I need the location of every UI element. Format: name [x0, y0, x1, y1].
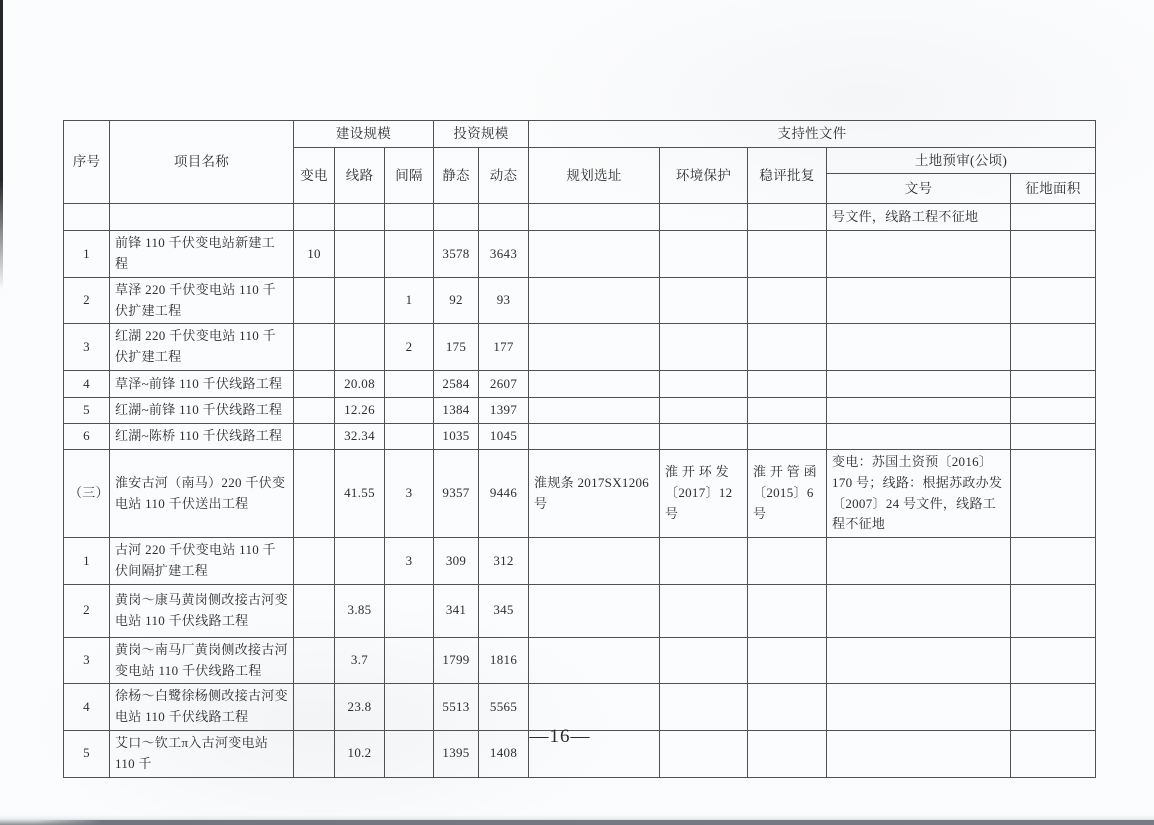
cell-bay — [385, 423, 434, 449]
table-row-section — [64, 449, 1096, 537]
cell-bay — [385, 204, 434, 231]
cell-stability — [748, 538, 827, 585]
cell-substation — [294, 730, 335, 777]
cell-docno — [827, 397, 1011, 423]
cell-project: 黄岗～康马黄岗侧改接古河变电站 110 千伏线路工程 — [110, 584, 294, 637]
cell-docno — [827, 684, 1011, 731]
header-dynamic: 动态 — [479, 147, 529, 204]
header-row-groups — [64, 121, 1096, 148]
cell-env — [660, 370, 748, 397]
cell-stability — [748, 277, 827, 324]
table-header — [64, 121, 1096, 204]
cell-bay — [385, 730, 434, 777]
page-number: —16— — [529, 726, 591, 747]
cell-area — [1011, 397, 1096, 423]
project-table — [63, 120, 1096, 778]
cell-planning — [529, 231, 660, 278]
header-planning-site: 规划选址 — [529, 147, 660, 204]
table-row — [64, 584, 1096, 637]
cell-line: 10.2 — [335, 730, 385, 777]
cell-serial: 4 — [64, 684, 110, 731]
cell-line: 3.7 — [335, 637, 385, 684]
cell-dynamic: 177 — [479, 324, 529, 371]
cell-substation — [294, 397, 335, 423]
table-row — [64, 231, 1096, 278]
cell-env: 淮 开 环 发〔2017〕12 号 — [660, 449, 748, 537]
cell-env — [660, 637, 748, 684]
cell-planning — [529, 584, 660, 637]
cell-area — [1011, 730, 1096, 777]
cell-bay — [385, 584, 434, 637]
cell-docno — [827, 637, 1011, 684]
cell-substation — [294, 637, 335, 684]
cell-docno — [827, 370, 1011, 397]
cell-docno: 变电：苏国土资预〔2016〕170 号；线路：根据苏政办发〔2007〕24 号文件，线路工程不征地 — [827, 449, 1011, 537]
cell-stability — [748, 730, 827, 777]
table-row — [64, 637, 1096, 684]
cell-area — [1011, 584, 1096, 637]
cell-area — [1011, 370, 1096, 397]
cell-line: 20.08 — [335, 370, 385, 397]
cell-static: 175 — [434, 324, 479, 371]
cell-static: 9357 — [434, 449, 479, 537]
cell-dynamic: 3643 — [479, 231, 529, 278]
cell-project — [110, 204, 294, 231]
table-row — [64, 324, 1096, 371]
cell-serial: 3 — [64, 637, 110, 684]
cell-serial: 1 — [64, 538, 110, 585]
table-row — [64, 538, 1096, 585]
cell-dynamic: 1408 — [479, 730, 529, 777]
scan-left-edge-artifact — [0, 0, 3, 290]
cell-static: 1384 — [434, 397, 479, 423]
header-construction-scale: 建设规模 — [294, 121, 434, 148]
cell-area — [1011, 637, 1096, 684]
cell-substation — [294, 423, 335, 449]
cell-project: 红湖~陈桥 110 千伏线路工程 — [110, 423, 294, 449]
cell-line — [335, 538, 385, 585]
cell-area — [1011, 324, 1096, 371]
cell-bay — [385, 684, 434, 731]
cell-env — [660, 324, 748, 371]
cell-dynamic: 93 — [479, 277, 529, 324]
cell-substation — [294, 684, 335, 731]
cell-docno — [827, 730, 1011, 777]
cell-env — [660, 277, 748, 324]
cell-area — [1011, 423, 1096, 449]
cell-stability — [748, 324, 827, 371]
header-supporting-docs: 支持性文件 — [529, 121, 1096, 148]
table-row — [64, 423, 1096, 449]
cell-project: 古河 220 千伏变电站 110 千伏间隔扩建工程 — [110, 538, 294, 585]
cell-area — [1011, 231, 1096, 278]
header-serial: 序号 — [64, 121, 110, 204]
scan-bottom-edge-artifact — [35, 820, 1154, 825]
cell-area — [1011, 684, 1096, 731]
cell-dynamic — [479, 204, 529, 231]
cell-line — [335, 231, 385, 278]
cell-bay: 2 — [385, 324, 434, 371]
cell-dynamic: 2607 — [479, 370, 529, 397]
cell-env — [660, 204, 748, 231]
cell-stability — [748, 231, 827, 278]
table-row — [64, 204, 1096, 231]
header-land-area: 征地面积 — [1011, 174, 1096, 204]
cell-docno: 号文件，线路工程不征地 — [827, 204, 1011, 231]
cell-env — [660, 538, 748, 585]
cell-area — [1011, 538, 1096, 585]
cell-project: 草泽~前锋 110 千伏线路工程 — [110, 370, 294, 397]
cell-docno — [827, 538, 1011, 585]
cell-planning — [529, 397, 660, 423]
cell-serial: 5 — [64, 730, 110, 777]
cell-project: 草泽 220 千伏变电站 110 千伏扩建工程 — [110, 277, 294, 324]
header-land-preview: 土地预审(公顷) — [827, 147, 1096, 174]
cell-serial: 4 — [64, 370, 110, 397]
cell-stability — [748, 423, 827, 449]
cell-docno — [827, 584, 1011, 637]
cell-serial: 6 — [64, 423, 110, 449]
cell-line: 3.85 — [335, 584, 385, 637]
cell-substation: 10 — [294, 231, 335, 278]
cell-env — [660, 730, 748, 777]
cell-line — [335, 277, 385, 324]
cell-bay — [385, 637, 434, 684]
cell-substation — [294, 449, 335, 537]
cell-docno — [827, 324, 1011, 371]
cell-project: 艾口～钦工π入古河变电站 110 千 — [110, 730, 294, 777]
cell-dynamic: 9446 — [479, 449, 529, 537]
cell-planning — [529, 423, 660, 449]
header-stability-approval: 稳评批复 — [748, 147, 827, 204]
cell-line — [335, 204, 385, 231]
cell-planning — [529, 324, 660, 371]
cell-serial: （三） — [64, 449, 110, 537]
cell-stability — [748, 370, 827, 397]
cell-planning — [529, 370, 660, 397]
cell-project: 红湖 220 千伏变电站 110 千伏扩建工程 — [110, 324, 294, 371]
cell-substation — [294, 277, 335, 324]
cell-static: 1035 — [434, 423, 479, 449]
cell-bay: 1 — [385, 277, 434, 324]
cell-static: 1799 — [434, 637, 479, 684]
cell-project: 徐杨～白鹭徐杨侧改接古河变电站 110 千伏线路工程 — [110, 684, 294, 731]
cell-static: 309 — [434, 538, 479, 585]
cell-substation — [294, 324, 335, 371]
cell-planning — [529, 538, 660, 585]
cell-dynamic: 345 — [479, 584, 529, 637]
cell-bay — [385, 370, 434, 397]
cell-line — [335, 324, 385, 371]
cell-bay: 3 — [385, 538, 434, 585]
cell-planning — [529, 637, 660, 684]
cell-project: 黄岗～南马厂黄岗侧改接古河变电站 110 千伏线路工程 — [110, 637, 294, 684]
header-substation: 变电 — [294, 147, 335, 204]
header-project: 项目名称 — [110, 121, 294, 204]
cell-docno — [827, 423, 1011, 449]
header-line: 线路 — [335, 147, 385, 204]
cell-static — [434, 204, 479, 231]
cell-static: 3578 — [434, 231, 479, 278]
table-row — [64, 370, 1096, 397]
cell-stability — [748, 684, 827, 731]
cell-dynamic: 1397 — [479, 397, 529, 423]
header-investment-scale: 投资规模 — [434, 121, 529, 148]
header-static: 静态 — [434, 147, 479, 204]
cell-serial: 1 — [64, 231, 110, 278]
cell-dynamic: 1816 — [479, 637, 529, 684]
cell-static: 5513 — [434, 684, 479, 731]
cell-line: 32.34 — [335, 423, 385, 449]
cell-docno — [827, 231, 1011, 278]
cell-substation — [294, 538, 335, 585]
header-bay: 间隔 — [385, 147, 434, 204]
header-doc-number: 文号 — [827, 174, 1011, 204]
cell-line: 12.26 — [335, 397, 385, 423]
cell-static: 2584 — [434, 370, 479, 397]
cell-project: 淮安古河（南马）220 千伏变电站 110 千伏送出工程 — [110, 449, 294, 537]
cell-area — [1011, 204, 1096, 231]
header-env-protection: 环境保护 — [660, 147, 748, 204]
cell-project: 前锋 110 千伏变电站新建工程 — [110, 231, 294, 278]
cell-static: 1395 — [434, 730, 479, 777]
cell-planning: 淮规条 2017SX1206 号 — [529, 449, 660, 537]
cell-serial: 2 — [64, 584, 110, 637]
cell-dynamic: 1045 — [479, 423, 529, 449]
cell-stability: 淮 开 管 函〔2015〕6 号 — [748, 449, 827, 537]
cell-dynamic: 5565 — [479, 684, 529, 731]
cell-substation — [294, 584, 335, 637]
cell-area — [1011, 449, 1096, 537]
cell-serial: 2 — [64, 277, 110, 324]
cell-stability — [748, 204, 827, 231]
cell-bay — [385, 397, 434, 423]
cell-line: 23.8 — [335, 684, 385, 731]
table-row — [64, 684, 1096, 731]
cell-env — [660, 584, 748, 637]
cell-stability — [748, 584, 827, 637]
cell-env — [660, 397, 748, 423]
cell-substation — [294, 204, 335, 231]
cell-serial — [64, 204, 110, 231]
cell-planning — [529, 204, 660, 231]
cell-stability — [748, 637, 827, 684]
cell-env — [660, 423, 748, 449]
cell-serial: 3 — [64, 324, 110, 371]
cell-static: 92 — [434, 277, 479, 324]
cell-bay — [385, 231, 434, 278]
cell-area — [1011, 277, 1096, 324]
cell-static: 341 — [434, 584, 479, 637]
cell-docno — [827, 277, 1011, 324]
cell-bay: 3 — [385, 449, 434, 537]
cell-project: 红湖~前锋 110 千伏线路工程 — [110, 397, 294, 423]
cell-dynamic: 312 — [479, 538, 529, 585]
cell-planning — [529, 684, 660, 731]
cell-env — [660, 684, 748, 731]
table-body — [64, 204, 1096, 777]
cell-substation — [294, 370, 335, 397]
cell-env — [660, 231, 748, 278]
table-row — [64, 277, 1096, 324]
cell-line: 41.55 — [335, 449, 385, 537]
table-row — [64, 397, 1096, 423]
cell-serial: 5 — [64, 397, 110, 423]
cell-planning — [529, 277, 660, 324]
cell-stability — [748, 397, 827, 423]
